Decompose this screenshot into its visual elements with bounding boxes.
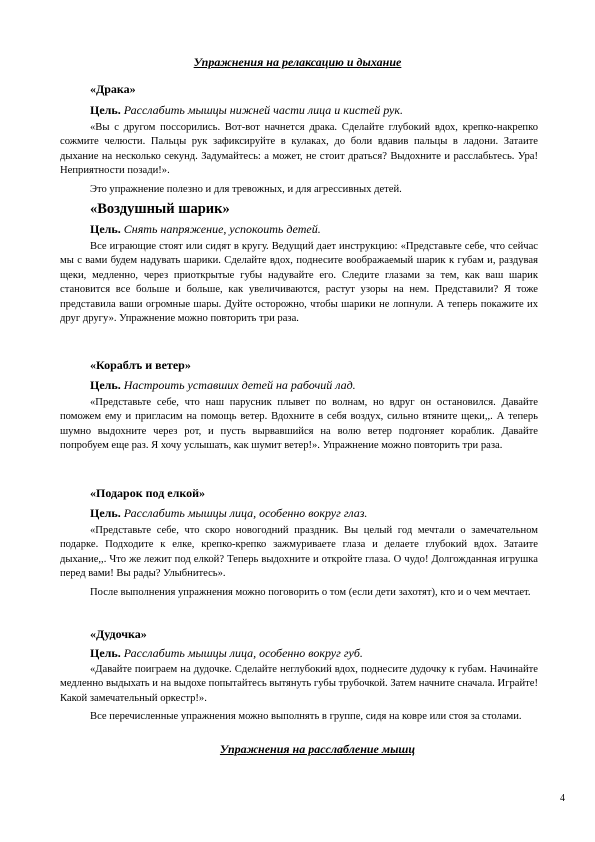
section-title-muscle-relaxation: Упражнения на расслабление мышц (219, 742, 416, 756)
goal-label: Цель. (90, 222, 121, 236)
goal-text: Расслабить мышцы нижней части лица и кистей рук. (123, 103, 403, 117)
exercise-paragraph: После выполнения упражнения можно поговорить о том (если дети захотят), кто и о чем мечтает. (90, 587, 531, 598)
exercise-goal-gift (90, 506, 367, 521)
exercise-title-balloon: «Воздушный шарик» (90, 201, 230, 217)
goal-label: Цель. (90, 103, 121, 117)
exercise-title-draka: «Драка» (90, 82, 136, 96)
exercise-title-ship: «Кораблъ и ветер» (90, 358, 191, 372)
goal-text: Настроить уставших детей на рабочий лад. (123, 378, 356, 392)
goal-text: Снять напряжение, успокоить детей. (123, 222, 321, 236)
goal-label: Цель. (90, 506, 121, 520)
exercise-paragraph: Все играющие стоят или сидят в кругу. Ведущий дает инструкцию: «Представьте себе, что сейчас мы с вами будем надувать шарики. Сделайте вдох, поднесите воображаемый шарик к губам и, раздувая щеки, медленно, через приоткрытые губы надувайте его. Следите глазами за тем, как ваш шарик становится все больше и больше, как увеличиваются, растут узоры на нем. Представили? Я тоже представила ваши огромные шары. Дуйте осторожно, чтобы шарики не лопнули. А теперь покажите их друг другу». Упражнение можно повторить три раза. (60, 241, 538, 325)
goal-text: Расслабить мышцы лица, особенно вокруг глаз. (123, 506, 368, 520)
page-number: 4 (560, 793, 565, 804)
goal-text: Расслабить мышцы лица, особенно вокруг губ. (123, 646, 363, 660)
goal-label: Цель. (90, 378, 121, 392)
exercise-title-pipe: «Дудочка» (90, 627, 147, 641)
exercise-paragraph: «Давайте поиграем на дудочке. Сделайте неглубокий вдох, поднесите дудочку к губам. Начинайте медленно выдыхать и на выдохе попытайтесь вытянуть губы трубочкой. Затем начните сначала. Играйте! Какой замечательный оркестр!». (60, 664, 538, 704)
exercise-paragraph: «Представьте себе, что скоро новогодний праздник. Вы целый год мечтали о замечательном подарке. Подходите к елке, крепко-крепко зажмуриваете глаза и делаете глубокий вдох. Затаите дыхание,,. Что же лежит под елкой? Теперь выдохните и откройте глаза. О чудо! Долгожданная игрушка перед вами! Вы рады? Улыбнитесь». (60, 525, 538, 580)
goal-label: Цель. (90, 646, 121, 660)
exercise-title-gift: «Подарок под елкой» (90, 486, 206, 500)
exercise-paragraph: «Вы с другом поссорились. Вот-вот начнется драка. Сделайте глубокий вдох, крепко-накрепко сожмите челюсти. Пальцы рук зафиксируйте в кулаках, до боли вдавив пальцы в ладони. Затаите дыхание на несколько секунд. Задумайтесь: а может, не стоит драться? Выдохните и расслабьтесь. Ура! Неприятности позади!». (60, 122, 538, 177)
exercise-goal-ship (90, 378, 356, 393)
exercise-goal-balloon (90, 222, 321, 237)
exercise-paragraph: Это упражнение полезно и для тревожных, и для агрессивных детей. (90, 184, 402, 195)
exercise-goal-draka (90, 103, 403, 118)
exercise-paragraph: Все перечисленные упражнения можно выполнять в группе, сидя на ковре или стоя за столами. (90, 711, 522, 722)
section-title-relaxation: Упражнения на релаксацию и дыхание (193, 55, 402, 69)
exercise-goal-pipe (90, 646, 363, 661)
exercise-paragraph: «Представьте себе, что наш парусник плывет по волнам, но вдруг он остановился. Давайте поможем ему и пригласим на помощь ветер. Вдохните в себя воздух, сильно втяните щеки,,. А теперь шумно выдохните через рот, и пусть вырвавшийся на волю ветер подгоняет кораблик. Давайте попробуем еще раз. Я хочу услышать, как шумит ветер!». Упражнение можно повторить три раза. (60, 397, 538, 452)
